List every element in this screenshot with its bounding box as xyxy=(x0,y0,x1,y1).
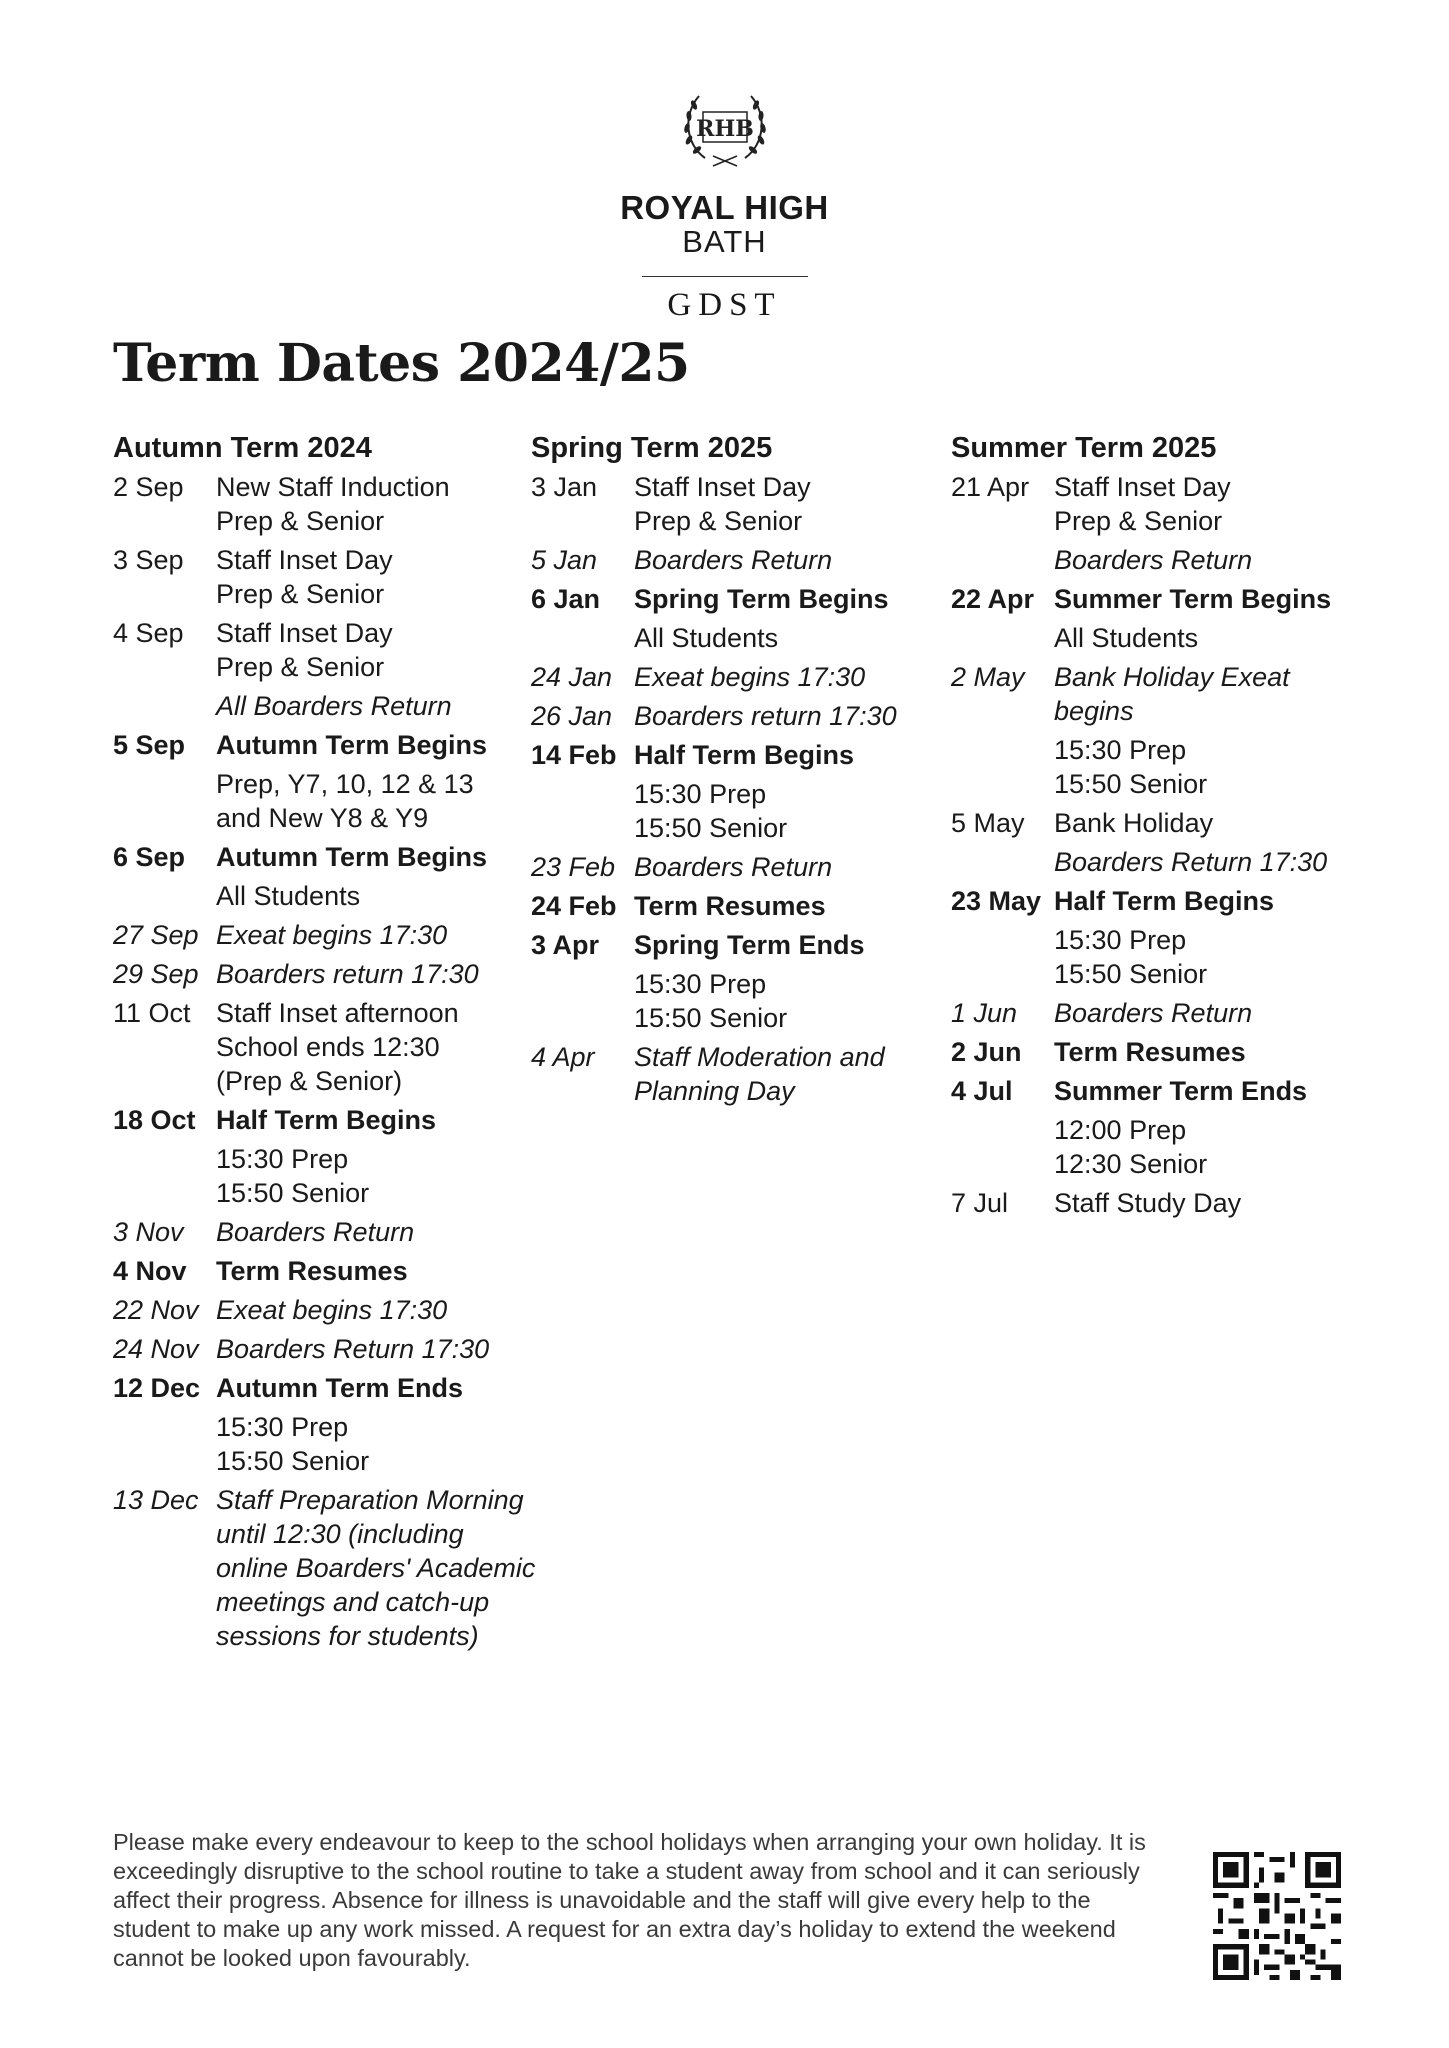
entry-line: and New Y8 & Y9 xyxy=(216,803,429,833)
term-entry xyxy=(113,1332,543,1366)
entry-line: meetings and catch-up xyxy=(216,1587,490,1617)
term-column-autumn xyxy=(113,428,543,1658)
term-entry xyxy=(113,840,543,874)
entry-date: 5 Sep xyxy=(113,730,186,760)
entry-line: Prep & Senior xyxy=(216,652,385,682)
term-entry xyxy=(951,996,1381,1030)
term-entry xyxy=(113,1293,543,1327)
term-column-spring xyxy=(531,428,961,1113)
entry-line: Boarders return 17:30 xyxy=(216,959,479,989)
entry-description xyxy=(216,1483,543,1653)
entry-description xyxy=(216,1254,543,1288)
entry-description xyxy=(634,850,961,884)
entry-line: Term Resumes xyxy=(634,891,826,921)
entry-date: 21 Apr xyxy=(951,472,1030,502)
entry-date: 3 Jan xyxy=(531,472,598,502)
entry-line: Prep & Senior xyxy=(1054,506,1223,536)
term-entry xyxy=(113,879,543,913)
entry-description xyxy=(1054,884,1381,918)
term-entry xyxy=(951,1186,1381,1220)
entry-description xyxy=(216,840,543,874)
entry-date xyxy=(113,879,216,913)
entry-line: Boarders Return xyxy=(1054,545,1253,575)
entry-description xyxy=(216,1371,543,1405)
entry-date xyxy=(531,777,634,845)
term-title: Spring Term 2025 xyxy=(531,432,773,464)
term-entry xyxy=(951,1113,1381,1181)
entry-description xyxy=(1054,1074,1381,1108)
term-entry xyxy=(113,1215,543,1249)
entry-line: Term Resumes xyxy=(1054,1037,1246,1067)
term-entry xyxy=(531,928,961,962)
entry-line: All Boarders Return xyxy=(216,691,452,721)
entry-description xyxy=(216,767,543,835)
entry-description xyxy=(634,738,961,772)
page-title: Term Dates 2024/25 xyxy=(113,333,690,394)
entry-date: 3 Apr xyxy=(531,930,600,960)
entry-line: Prep & Senior xyxy=(634,506,803,536)
entry-date: 1 Jun xyxy=(951,998,1018,1028)
entry-line: Boarders Return xyxy=(216,1217,415,1247)
entry-line: Staff Inset Day xyxy=(1054,472,1231,502)
entry-description xyxy=(216,1410,543,1478)
entry-description xyxy=(1054,582,1381,616)
entry-date: 6 Jan xyxy=(531,584,601,614)
qr-code-icon[interactable] xyxy=(1213,1852,1341,1980)
term-title: Autumn Term 2024 xyxy=(113,432,372,464)
entry-description xyxy=(216,996,543,1098)
entry-description xyxy=(634,889,961,923)
entry-line: All Students xyxy=(216,881,361,911)
entry-date xyxy=(951,543,1054,577)
entry-description xyxy=(1054,806,1381,840)
school-logo xyxy=(0,84,1449,323)
entry-description xyxy=(1054,1035,1381,1069)
entry-description xyxy=(1054,996,1381,1030)
entry-date xyxy=(531,621,634,655)
term-entry xyxy=(951,470,1381,538)
term-entry xyxy=(951,1035,1381,1069)
term-entry xyxy=(113,1142,543,1210)
entry-line: 15:50 Senior xyxy=(1054,959,1208,989)
entry-date: 5 May xyxy=(951,808,1025,838)
entry-line: 15:30 Prep xyxy=(216,1144,349,1174)
entry-date: 23 Feb xyxy=(531,852,616,882)
term-entry xyxy=(951,884,1381,918)
entry-date: 4 Apr xyxy=(531,1042,595,1072)
entry-line: Staff Inset Day xyxy=(216,618,393,648)
entry-description xyxy=(216,918,543,952)
entry-date: 12 Dec xyxy=(113,1373,201,1403)
entry-description xyxy=(1054,660,1381,728)
term-entry xyxy=(531,660,961,694)
term-entry xyxy=(113,996,543,1098)
entry-line: Bank Holiday xyxy=(1054,808,1214,838)
entry-line: Summer Term Begins xyxy=(1054,584,1332,614)
entry-line: Boarders return 17:30 xyxy=(634,701,897,731)
entry-description xyxy=(216,1215,543,1249)
term-entry xyxy=(113,918,543,952)
entry-line: Boarders Return 17:30 xyxy=(216,1334,490,1364)
entry-line: 15:50 Senior xyxy=(634,1003,788,1033)
entry-line: Boarders Return xyxy=(1054,998,1253,1028)
entry-description xyxy=(216,1103,543,1137)
term-entry xyxy=(113,1483,543,1653)
entry-description xyxy=(634,660,961,694)
entry-date xyxy=(113,767,216,835)
entry-date: 2 May xyxy=(951,662,1025,692)
entry-date: 5 Jan xyxy=(531,545,598,575)
entry-description xyxy=(216,1142,543,1210)
entry-description xyxy=(216,1293,543,1327)
term-entry xyxy=(113,1103,543,1137)
entry-date xyxy=(951,621,1054,655)
entry-line: 15:50 Senior xyxy=(216,1178,370,1208)
entry-line: sessions for students) xyxy=(216,1621,479,1651)
entry-line: begins xyxy=(1054,696,1134,726)
term-entries xyxy=(113,470,543,1653)
entry-date: 24 Jan xyxy=(531,662,613,692)
entry-line: 15:50 Senior xyxy=(634,813,788,843)
footer-note: Please make every endeavour to keep to the school holidays when arranging your own holiday. It is exceedingly disruptive to the school routine to take a student away from school and it can seriously affect their progress. Absence for illness is unavoidable and the staff will give every help to the student to make up any work missed. A request for an extra day’s holiday to extend the weekend cannot be looked upon favourably. xyxy=(113,1829,1146,1971)
term-entry xyxy=(531,967,961,1035)
entry-description xyxy=(634,967,961,1035)
entry-line: Half Term Begins xyxy=(634,740,855,770)
entry-line: Spring Term Begins xyxy=(634,584,889,614)
entry-date xyxy=(951,923,1054,991)
term-entry xyxy=(531,582,961,616)
term-entry xyxy=(531,699,961,733)
entry-line: Staff Preparation Morning xyxy=(216,1485,524,1515)
term-entries xyxy=(531,470,961,1108)
term-entry xyxy=(951,582,1381,616)
entry-description xyxy=(1054,543,1381,577)
entry-line: Prep, Y7, 10, 12 & 13 xyxy=(216,769,474,799)
entry-date: 2 Sep xyxy=(113,472,184,502)
term-entry xyxy=(951,806,1381,840)
entry-description xyxy=(634,621,961,655)
entry-date: 7 Jul xyxy=(951,1188,1009,1218)
entry-line: 15:30 Prep xyxy=(1054,735,1187,765)
entry-date: 23 May xyxy=(951,886,1042,916)
term-entry xyxy=(113,616,543,684)
entry-date xyxy=(951,1113,1054,1181)
entry-line: Summer Term Ends xyxy=(1054,1076,1308,1106)
entry-description xyxy=(1054,733,1381,801)
term-entry xyxy=(113,689,543,723)
term-entry xyxy=(951,621,1381,655)
entry-line: Exeat begins 17:30 xyxy=(634,662,866,692)
term-entry xyxy=(113,543,543,611)
entry-line: Staff Inset afternoon xyxy=(216,998,459,1028)
entry-description xyxy=(634,1040,961,1108)
entry-date xyxy=(951,733,1054,801)
entry-date: 2 Jun xyxy=(951,1037,1022,1067)
entry-line: Half Term Begins xyxy=(216,1105,437,1135)
term-entry xyxy=(531,621,961,655)
entry-description xyxy=(216,543,543,611)
term-entry xyxy=(113,1371,543,1405)
entry-line: All Students xyxy=(1054,623,1199,653)
entry-line: All Students xyxy=(634,623,779,653)
entry-date: 22 Apr xyxy=(951,584,1035,614)
entry-line: online Boarders' Academic xyxy=(216,1553,536,1583)
entry-date: 4 Nov xyxy=(113,1256,187,1286)
entry-description xyxy=(216,689,543,723)
entry-line: Boarders Return xyxy=(634,545,833,575)
entry-line: Spring Term Ends xyxy=(634,930,865,960)
term-entry xyxy=(531,738,961,772)
entry-description xyxy=(216,957,543,991)
entry-date: 22 Nov xyxy=(113,1295,199,1325)
entry-description xyxy=(1054,470,1381,538)
entry-date: 24 Feb xyxy=(531,891,617,921)
entry-line: 15:30 Prep xyxy=(216,1412,349,1442)
entry-line: Planning Day xyxy=(634,1076,795,1106)
entry-line: Boarders Return 17:30 xyxy=(1054,847,1328,877)
entry-description xyxy=(1054,621,1381,655)
entry-date: 6 Sep xyxy=(113,842,186,872)
school-place: BATH xyxy=(682,224,767,259)
school-group: GDST xyxy=(667,287,782,323)
term-entry xyxy=(951,923,1381,991)
term-entry xyxy=(531,543,961,577)
entry-line: Autumn Term Ends xyxy=(216,1373,464,1403)
school-name: ROYAL HIGH xyxy=(620,189,829,226)
term-entry xyxy=(113,1410,543,1478)
entry-description xyxy=(216,616,543,684)
entry-date: 14 Feb xyxy=(531,740,617,770)
entry-description xyxy=(1054,1186,1381,1220)
entry-date: 29 Sep xyxy=(113,959,199,989)
entry-line: Prep & Senior xyxy=(216,579,385,609)
entry-description xyxy=(634,777,961,845)
entry-description xyxy=(1054,1113,1381,1181)
term-entry xyxy=(951,845,1381,879)
entry-description xyxy=(634,699,961,733)
term-entry xyxy=(951,660,1381,728)
entry-line: Autumn Term Begins xyxy=(216,730,488,760)
entry-line: 15:50 Senior xyxy=(216,1446,370,1476)
entry-description xyxy=(216,1332,543,1366)
entry-line: Staff Inset Day xyxy=(216,545,393,575)
entry-line: Prep & Senior xyxy=(216,506,385,536)
svg-text:RHB: RHB xyxy=(695,116,754,142)
entry-date xyxy=(113,1410,216,1478)
term-entry xyxy=(113,1254,543,1288)
term-title: Summer Term 2025 xyxy=(951,432,1217,464)
term-entry xyxy=(531,470,961,538)
term-entry xyxy=(531,889,961,923)
entry-date: 3 Sep xyxy=(113,545,184,575)
term-entry xyxy=(531,1040,961,1108)
entry-line: Half Term Begins xyxy=(1054,886,1275,916)
entry-line: Boarders Return xyxy=(634,852,833,882)
entry-date xyxy=(113,1142,216,1210)
term-entry xyxy=(951,1074,1381,1108)
entry-line: until 12:30 (including xyxy=(216,1519,464,1549)
entry-date: 4 Sep xyxy=(113,618,184,648)
entry-line: School ends 12:30 xyxy=(216,1032,440,1062)
entry-date xyxy=(531,967,634,1035)
term-entry xyxy=(113,728,543,762)
entry-date: 27 Sep xyxy=(113,920,199,950)
term-column-summer xyxy=(951,428,1381,1225)
term-entry xyxy=(113,767,543,835)
entry-line: Term Resumes xyxy=(216,1256,408,1286)
entry-description xyxy=(216,879,543,913)
entry-line: Staff Inset Day xyxy=(634,472,811,502)
entry-date: 24 Nov xyxy=(113,1334,199,1364)
entry-line: Exeat begins 17:30 xyxy=(216,1295,448,1325)
entry-line: 12:30 Senior xyxy=(1054,1149,1208,1179)
entry-date: 3 Nov xyxy=(113,1217,184,1247)
entry-line: Bank Holiday Exeat xyxy=(1054,662,1290,692)
entry-line: Staff Moderation and xyxy=(634,1042,885,1072)
entry-description xyxy=(1054,845,1381,879)
logo-divider xyxy=(642,276,808,277)
entry-description xyxy=(1054,923,1381,991)
entry-date: 4 Jul xyxy=(951,1076,1013,1106)
term-entry xyxy=(113,957,543,991)
entry-date: 13 Dec xyxy=(113,1485,199,1515)
entry-description xyxy=(634,582,961,616)
entry-line: 15:30 Prep xyxy=(634,969,767,999)
entry-line: 12:00 Prep xyxy=(1054,1115,1187,1145)
entry-description xyxy=(216,470,543,538)
entry-line: New Staff Induction xyxy=(216,472,450,502)
term-entry xyxy=(951,543,1381,577)
term-entry xyxy=(951,733,1381,801)
entry-date xyxy=(951,845,1054,879)
entry-line: (Prep & Senior) xyxy=(216,1066,403,1096)
entry-line: Autumn Term Begins xyxy=(216,842,488,872)
entry-date: 18 Oct xyxy=(113,1105,196,1135)
entry-description xyxy=(634,470,961,538)
crest-icon xyxy=(675,84,775,170)
term-entry xyxy=(531,777,961,845)
entry-date: 26 Jan xyxy=(531,701,613,731)
entry-description xyxy=(634,928,961,962)
term-entries xyxy=(951,470,1381,1220)
entry-date: 11 Oct xyxy=(113,998,191,1028)
term-entry xyxy=(113,470,543,538)
entry-line: 15:50 Senior xyxy=(1054,769,1208,799)
entry-date xyxy=(113,689,216,723)
entry-description xyxy=(634,543,961,577)
entry-line: 15:30 Prep xyxy=(634,779,767,809)
term-entry xyxy=(531,850,961,884)
entry-line: Staff Study Day xyxy=(1054,1188,1242,1218)
entry-line: 15:30 Prep xyxy=(1054,925,1187,955)
entry-description xyxy=(216,728,543,762)
entry-line: Exeat begins 17:30 xyxy=(216,920,448,950)
